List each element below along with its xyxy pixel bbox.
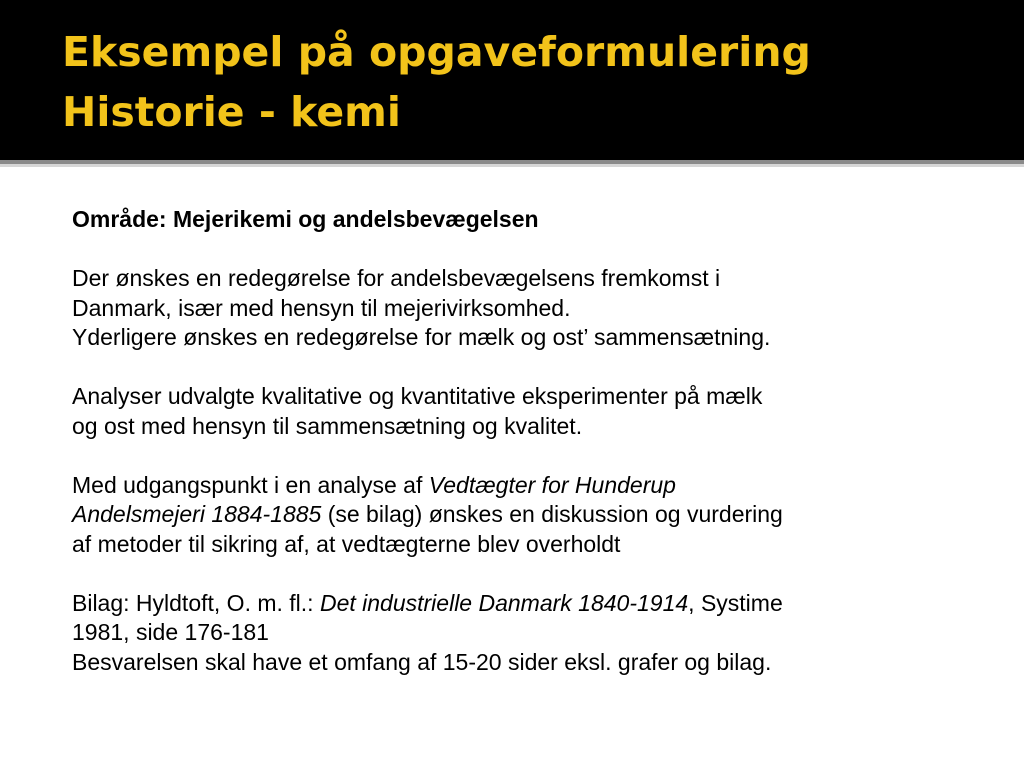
paragraph-3-line-1 <box>72 471 972 501</box>
document-title-part-1: Vedtægter for Hunderup <box>428 471 676 498</box>
paragraph-1-line-3: Yderligere ønskes en redegørelse for mælk og ost’ sammensætning. <box>72 324 771 350</box>
paragraph-gap <box>72 441 972 471</box>
paragraph-3-line-2 <box>72 500 972 530</box>
paragraph-3-text: Med udgangspunkt i en analyse af <box>72 471 429 498</box>
document-title-part-2: Andelsmejeri 1884-1885 <box>72 501 322 527</box>
slide-title-line-2: Historie - kemi <box>62 88 401 136</box>
title-divider-highlight <box>0 164 1024 167</box>
paragraph-gap <box>72 235 972 265</box>
publisher: , Systime <box>688 589 783 616</box>
paragraph-1-line-1: Der ønskes en redegørelse for andelsbevægelsens fremkomst i <box>72 265 721 291</box>
appendix-label: Bilag: Hyldtoft, O. m. fl.: <box>72 589 320 616</box>
slide-title-line-1: Eksempel på opgaveformulering <box>62 28 811 76</box>
title-bar <box>0 0 1024 160</box>
paragraph-gap <box>72 353 972 383</box>
paragraph-3-line-3: af metoder til sikring af, at vedtægterne blev overholdt <box>72 530 621 557</box>
slide-body <box>72 205 972 677</box>
paragraph-gap <box>72 559 972 589</box>
paragraph-4-line-1 <box>72 589 972 619</box>
paragraph-3-text-cont: (se bilag) ønskes en diskussion og vurdering <box>321 501 783 527</box>
paragraph-4-line-3: Besvarelsen skal have et omfang af 15-20 sider eksl. grafer og bilag. <box>72 648 772 675</box>
paragraph-1-line-2: Danmark, især med hensyn til mejerivirksomhed. <box>72 294 571 321</box>
paragraph-4-line-2: 1981, side 176-181 <box>72 619 269 645</box>
paragraph-2-line-1: Analyser udvalgte kvalitative og kvantitative eksperimenter på mælk <box>72 383 763 409</box>
section-heading: Område: Mejerikemi og andelsbevægelsen <box>72 206 539 232</box>
slide-title <box>62 22 1002 142</box>
paragraph-2-line-2: og ost med hensyn til sammensætning og kvalitet. <box>72 412 583 439</box>
book-title: Det industrielle Danmark 1840-1914 <box>319 589 689 616</box>
